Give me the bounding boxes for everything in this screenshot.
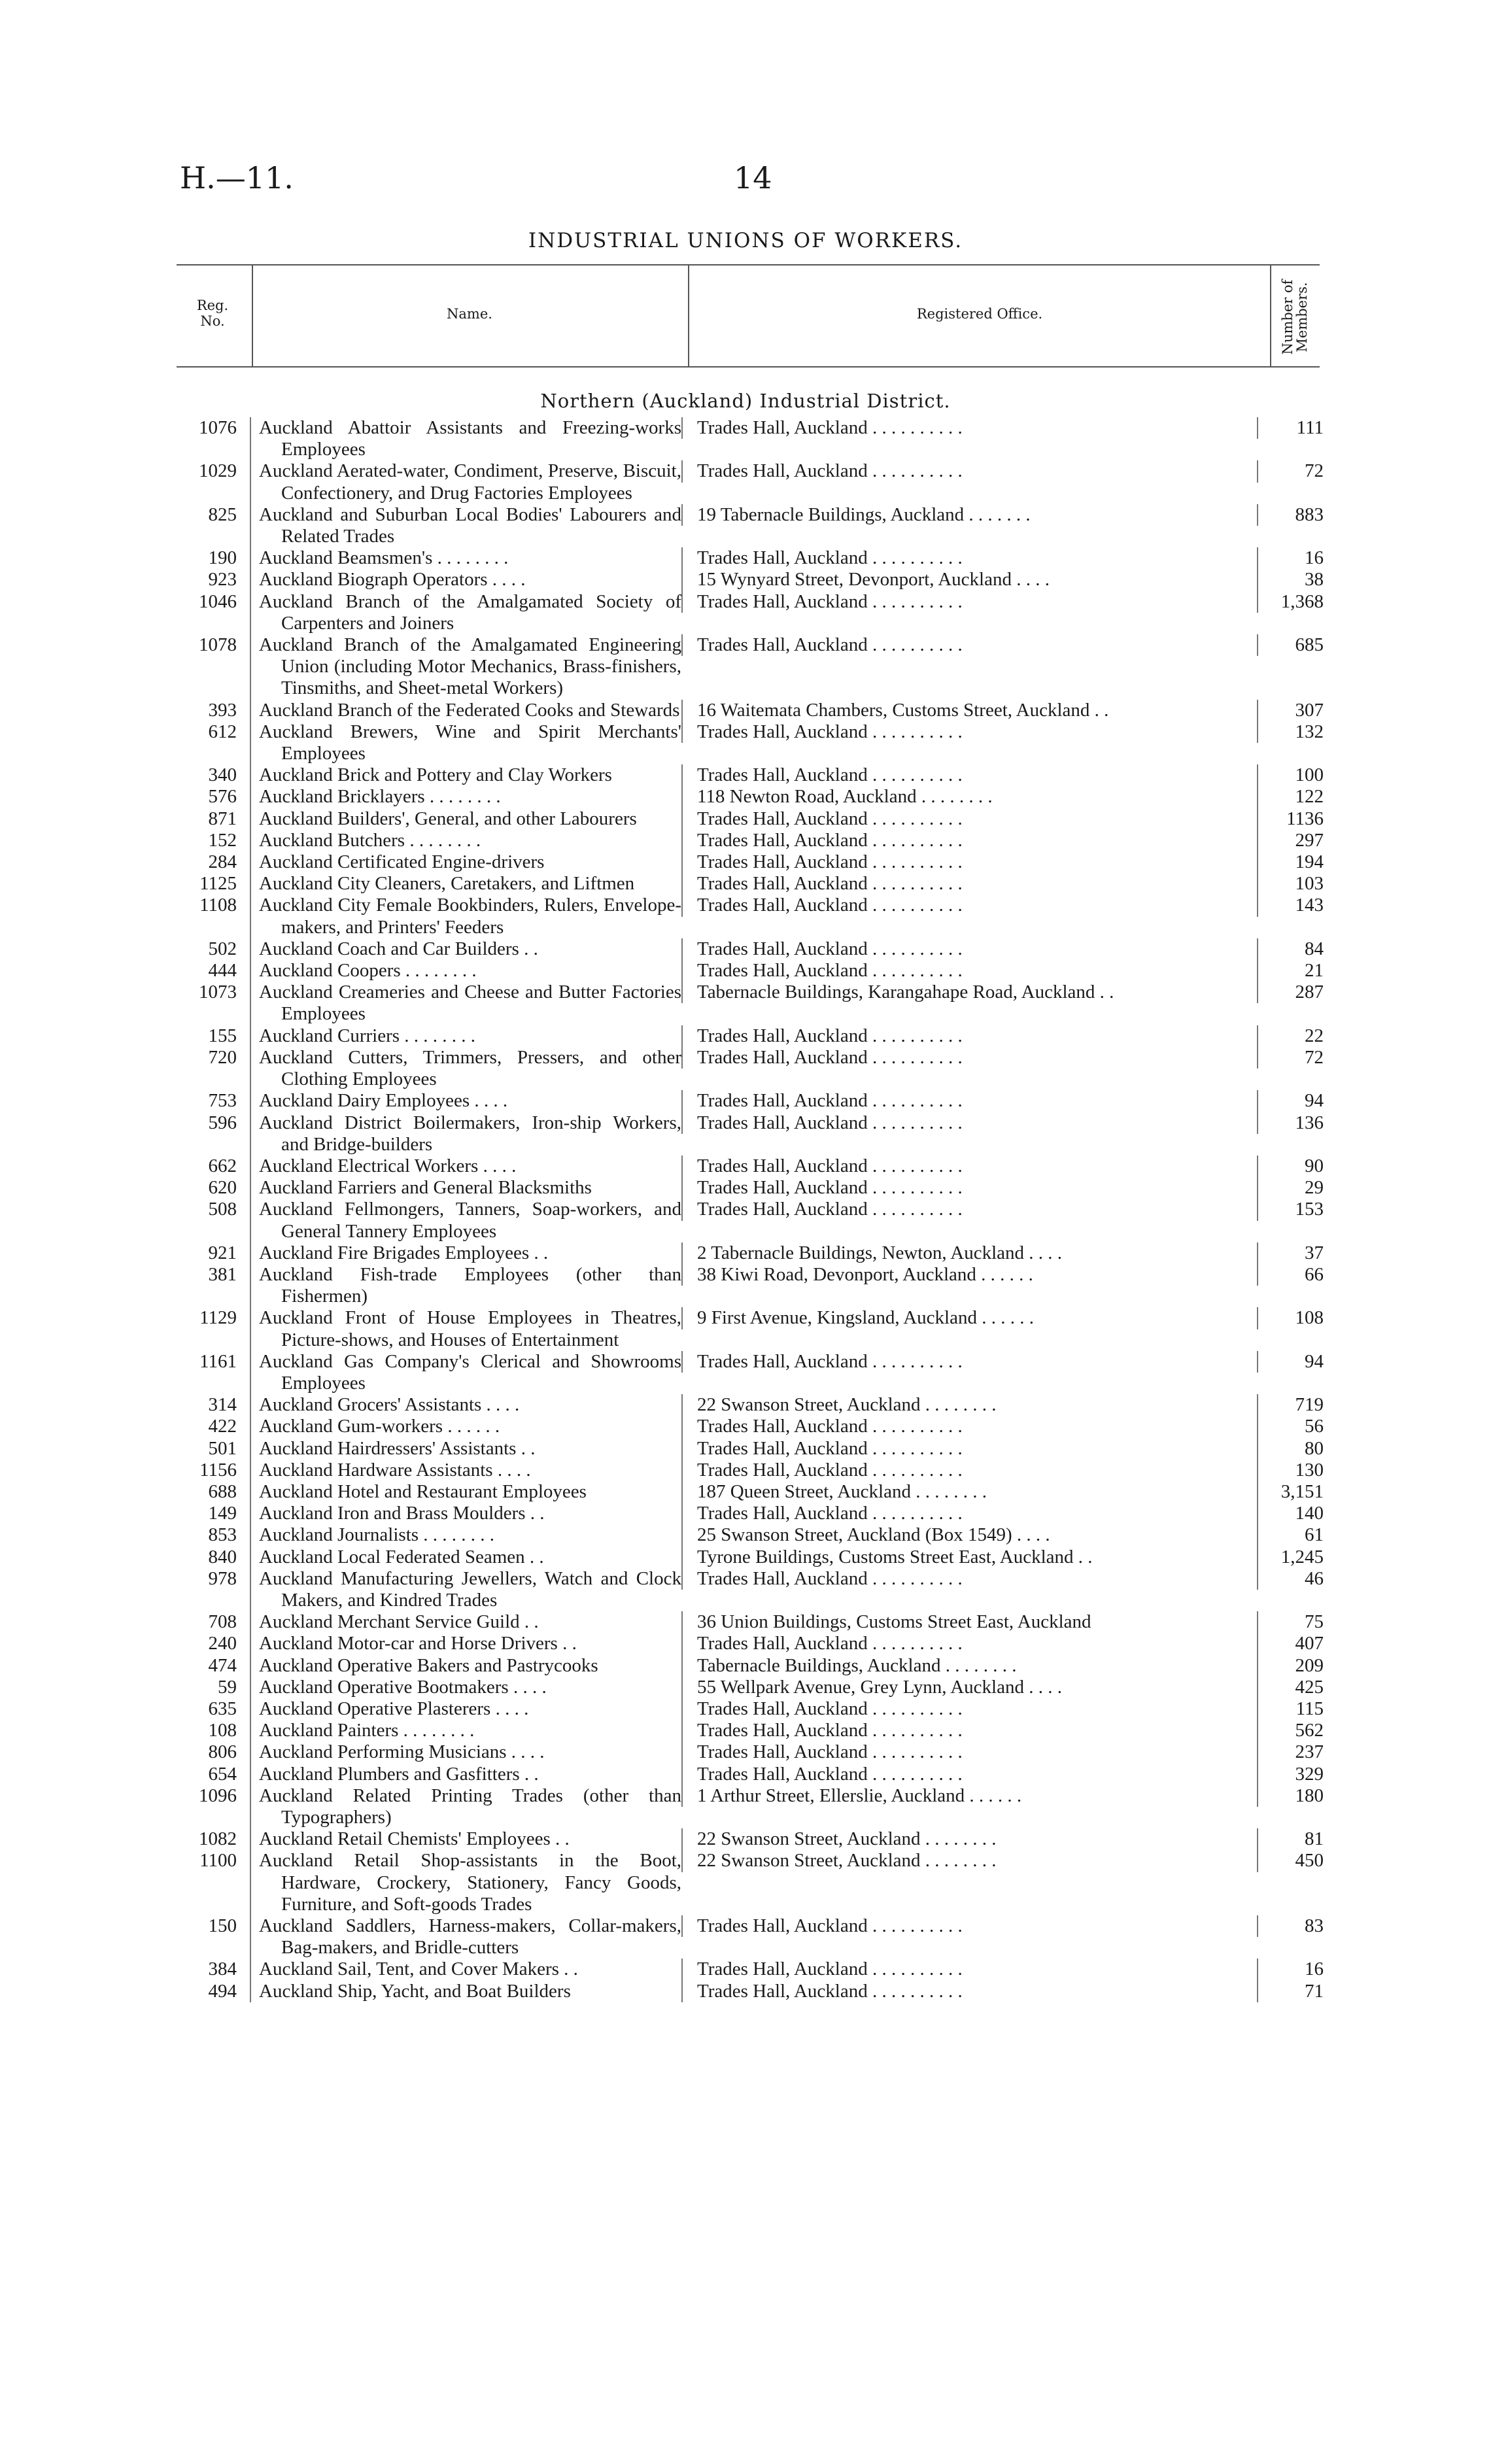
reg-number: 1082 [199, 1828, 237, 1850]
member-count: 143 [1257, 895, 1324, 916]
table-row [177, 938, 1328, 960]
table-top-rule [177, 264, 1320, 265]
table-row [177, 1025, 1328, 1047]
table-row [177, 1547, 1328, 1568]
reg-number: 444 [208, 960, 237, 982]
registered-office: Trades Hall, Auckland . . . . . . . . . . [681, 1959, 1245, 1980]
reg-number: 612 [208, 721, 237, 742]
union-name: Auckland Sail, Tent, and Cover Makers . . [250, 1959, 681, 1980]
registered-office: Trades Hall, Auckland . . . . . . . . . . [681, 960, 1245, 982]
reg-number: 1129 [199, 1307, 237, 1329]
union-name: Auckland Fish-trade Employees (other than Fishermen) [250, 1264, 681, 1307]
reg-number: 1078 [199, 634, 237, 656]
reg-number: 596 [208, 1112, 237, 1133]
table-header-rule [177, 366, 1320, 368]
union-name: Auckland Performing Musicians . . . . [250, 1741, 681, 1763]
union-name: Auckland Branch of the Federated Cooks and Stewards [250, 700, 681, 721]
member-count: 209 [1257, 1655, 1324, 1677]
registered-office: 187 Queen Street, Auckland . . . . . . . . [681, 1481, 1245, 1503]
union-name: Auckland and Suburban Local Bodies' Labourers and Related Trades [250, 504, 681, 547]
table-row [177, 721, 1328, 764]
table-row [177, 1242, 1328, 1264]
member-count: 94 [1257, 1090, 1324, 1112]
unions-table [177, 417, 1328, 2002]
member-count: 61 [1257, 1524, 1324, 1546]
registered-office: Trades Hall, Auckland . . . . . . . . . . [681, 830, 1245, 851]
header-divider [1270, 264, 1271, 366]
union-name: Auckland Hairdressers' Assistants . . [250, 1438, 681, 1460]
table-row [177, 1090, 1328, 1112]
reg-number: 1100 [199, 1850, 237, 1872]
registered-office: 55 Wellpark Avenue, Grey Lynn, Auckland . . . . [681, 1677, 1245, 1698]
table-row [177, 460, 1328, 504]
reg-number: 1125 [199, 873, 237, 895]
reg-number: 393 [208, 699, 237, 721]
reg-number: 1161 [199, 1350, 237, 1372]
member-count: 21 [1257, 960, 1324, 982]
table-row [177, 1568, 1328, 1611]
member-count: 29 [1257, 1177, 1324, 1199]
member-count: 80 [1257, 1438, 1324, 1460]
registered-office: 19 Tabernacle Buildings, Auckland . . . . . . . [681, 504, 1245, 526]
member-count: 132 [1257, 721, 1324, 743]
union-name: Auckland Front of House Employees in Theatres, Picture-shows, and Houses of Entertainment [250, 1307, 681, 1350]
member-count: 180 [1257, 1785, 1324, 1807]
union-name: Auckland Hotel and Restaurant Employees [250, 1481, 681, 1503]
member-count: 153 [1257, 1199, 1324, 1220]
reg-number: 340 [208, 764, 237, 786]
table-row [177, 1959, 1328, 1980]
table-row [177, 1720, 1328, 1741]
column-header-name: Name. [447, 306, 492, 322]
registered-office: Trades Hall, Auckland . . . . . . . . . . [681, 1460, 1245, 1481]
table-row [177, 1351, 1328, 1394]
registered-office: 22 Swanson Street, Auckland . . . . . . . . [681, 1828, 1245, 1850]
member-count: 287 [1257, 982, 1324, 1003]
table-row [177, 895, 1328, 938]
reg-number: 923 [208, 569, 237, 590]
header-divider [688, 264, 689, 366]
table-row [177, 1047, 1328, 1090]
member-count: 108 [1257, 1307, 1324, 1329]
registered-office: 25 Swanson Street, Auckland (Box 1549) . . . . [681, 1524, 1245, 1546]
table-row [177, 1698, 1328, 1720]
union-name: Auckland Coopers . . . . . . . . [250, 960, 681, 982]
union-name: Auckland Certificated Engine-drivers [250, 851, 681, 873]
reg-number: 284 [208, 851, 237, 873]
registered-office: Trades Hall, Auckland . . . . . . . . . . [681, 1351, 1245, 1373]
reg-number: 150 [208, 1915, 237, 1937]
table-row [177, 1981, 1328, 2002]
member-count: 115 [1257, 1698, 1324, 1720]
union-name: Auckland City Female Bookbinders, Rulers, Envelope-makers, and Printers' Feeders [250, 895, 681, 938]
member-count: 94 [1257, 1351, 1324, 1373]
member-count: 407 [1257, 1633, 1324, 1654]
table-row [177, 1741, 1328, 1763]
member-count: 72 [1257, 1047, 1324, 1069]
registered-office: 16 Waitemata Chambers, Customs Street, Auckland . . [681, 700, 1245, 721]
member-count: 100 [1257, 764, 1324, 786]
reg-number: 853 [208, 1524, 237, 1546]
member-count: 3,151 [1257, 1481, 1324, 1503]
registered-office: 38 Kiwi Road, Devonport, Auckland . . . . . . [681, 1264, 1245, 1286]
member-count: 90 [1257, 1155, 1324, 1177]
member-count: 56 [1257, 1416, 1324, 1437]
reg-number: 59 [218, 1676, 237, 1698]
union-name: Auckland Creameries and Cheese and Butter Factories Employees [250, 982, 681, 1025]
registered-office: Tabernacle Buildings, Karangahape Road, Auckland . . [681, 982, 1245, 1003]
member-count: 237 [1257, 1741, 1324, 1763]
reg-number: 240 [208, 1633, 237, 1654]
reg-number: 753 [208, 1090, 237, 1112]
registered-office: 1 Arthur Street, Ellerslie, Auckland . . . . . . [681, 1785, 1245, 1807]
column-header-office: Registered Office. [916, 306, 1043, 322]
member-count: 111 [1257, 417, 1324, 439]
table-row [177, 569, 1328, 590]
union-name: Auckland Brewers, Wine and Spirit Merchants' Employees [250, 721, 681, 764]
registered-office: 22 Swanson Street, Auckland . . . . . . . . [681, 1394, 1245, 1416]
reg-number: 381 [208, 1263, 237, 1285]
table-row [177, 1764, 1328, 1785]
union-name: Auckland Cutters, Trimmers, Pressers, and other Clothing Employees [250, 1047, 681, 1090]
member-count: 140 [1257, 1503, 1324, 1524]
union-name: Auckland Gum-workers . . . . . . [250, 1416, 681, 1437]
district-heading: Northern (Auckland) Industrial District. [540, 390, 951, 412]
member-count: 38 [1257, 569, 1324, 590]
header-divider [252, 264, 253, 366]
table-row [177, 547, 1328, 569]
member-count: 136 [1257, 1112, 1324, 1134]
table-row [177, 591, 1328, 634]
union-name: Auckland Butchers . . . . . . . . [250, 830, 681, 851]
union-name: Auckland Fellmongers, Tanners, Soap-workers, and General Tannery Employees [250, 1199, 681, 1242]
union-name: Auckland Operative Bootmakers . . . . [250, 1677, 681, 1698]
union-name: Auckland Plumbers and Gasfitters . . [250, 1764, 681, 1785]
registered-office: Trades Hall, Auckland . . . . . . . . . . [681, 1416, 1245, 1437]
table-row [177, 830, 1328, 851]
column-header-reg: Reg. No. [196, 298, 229, 329]
union-name: Auckland Manufacturing Jewellers, Watch and Clock Makers, and Kindred Trades [250, 1568, 681, 1611]
registered-office: Tabernacle Buildings, Auckland . . . . . . . . [681, 1655, 1245, 1677]
table-row [177, 417, 1328, 460]
registered-office: Trades Hall, Auckland . . . . . . . . . . [681, 1915, 1245, 1937]
union-name: Auckland Bricklayers . . . . . . . . [250, 786, 681, 808]
reg-number: 921 [208, 1242, 237, 1263]
table-row [177, 873, 1328, 895]
union-name: Auckland Local Federated Seamen . . [250, 1547, 681, 1568]
table-row [177, 1677, 1328, 1698]
reg-number: 108 [208, 1720, 237, 1741]
table-row [177, 700, 1328, 721]
registered-office: Trades Hall, Auckland . . . . . . . . . . [681, 1199, 1245, 1220]
registered-office: Trades Hall, Auckland . . . . . . . . . . [681, 851, 1245, 873]
reg-number: 825 [208, 504, 237, 525]
page-title: INDUSTRIAL UNIONS OF WORKERS. [528, 229, 963, 252]
registered-office: Trades Hall, Auckland . . . . . . . . . . [681, 547, 1245, 569]
reg-number: 688 [208, 1480, 237, 1502]
table-row [177, 1828, 1328, 1850]
union-name: Auckland Related Printing Trades (other than Typographers) [250, 1785, 681, 1828]
member-count: 329 [1257, 1764, 1324, 1785]
reg-number: 1076 [199, 417, 237, 438]
reg-number: 1046 [199, 590, 237, 612]
registered-office: 22 Swanson Street, Auckland . . . . . . . . [681, 1850, 1245, 1872]
union-name: Auckland Operative Bakers and Pastrycooks [250, 1655, 681, 1677]
registered-office: Trades Hall, Auckland . . . . . . . . . . [681, 1633, 1245, 1654]
reg-number: 806 [208, 1741, 237, 1763]
registered-office: Trades Hall, Auckland . . . . . . . . . . [681, 1112, 1245, 1134]
registered-office: Trades Hall, Auckland . . . . . . . . . . [681, 1568, 1245, 1590]
registered-office: Trades Hall, Auckland . . . . . . . . . . [681, 1981, 1245, 2002]
union-name: Auckland Merchant Service Guild . . [250, 1611, 681, 1633]
registered-office: Trades Hall, Auckland . . . . . . . . . . [681, 1177, 1245, 1199]
registered-office: Trades Hall, Auckland . . . . . . . . . . [681, 721, 1245, 743]
reg-number: 494 [208, 1980, 237, 2002]
union-name: Auckland Gas Company's Clerical and Showrooms Employees [250, 1351, 681, 1394]
member-count: 75 [1257, 1611, 1324, 1633]
registered-office: Tyrone Buildings, Customs Street East, Auckland . . [681, 1547, 1245, 1568]
reg-number: 152 [208, 829, 237, 851]
member-count: 71 [1257, 1981, 1324, 2002]
member-count: 194 [1257, 851, 1324, 873]
reg-number: 474 [208, 1654, 237, 1676]
registered-office: Trades Hall, Auckland . . . . . . . . . . [681, 1438, 1245, 1460]
table-row [177, 1416, 1328, 1437]
reg-number: 635 [208, 1698, 237, 1719]
member-count: 1,368 [1257, 591, 1324, 613]
registered-office: 2 Tabernacle Buildings, Newton, Auckland . . . . [681, 1242, 1245, 1264]
registered-office: Trades Hall, Auckland . . . . . . . . . . [681, 1090, 1245, 1112]
reg-number: 149 [208, 1503, 237, 1524]
registered-office: Trades Hall, Auckland . . . . . . . . . . [681, 1503, 1245, 1524]
reg-number: 384 [208, 1959, 237, 1980]
table-row [177, 1264, 1328, 1307]
reg-number: 314 [208, 1394, 237, 1416]
union-name: Auckland Saddlers, Harness-makers, Collar-makers, Bag-makers, and Bridle-cutters [250, 1915, 681, 1959]
table-row [177, 1915, 1328, 1959]
union-name: Auckland Electrical Workers . . . . [250, 1155, 681, 1177]
union-name: Auckland Painters . . . . . . . . [250, 1720, 681, 1741]
member-count: 66 [1257, 1264, 1324, 1286]
registered-office: Trades Hall, Auckland . . . . . . . . . . [681, 1720, 1245, 1741]
reg-number: 662 [208, 1155, 237, 1176]
table-row [177, 1438, 1328, 1460]
union-name: Auckland Builders', General, and other Labourers [250, 808, 681, 830]
table-row [177, 1655, 1328, 1677]
reg-number: 508 [208, 1199, 237, 1220]
member-count: 307 [1257, 700, 1324, 721]
registered-office: Trades Hall, Auckland . . . . . . . . . . [681, 938, 1245, 960]
registered-office: Trades Hall, Auckland . . . . . . . . . . [681, 1698, 1245, 1720]
member-count: 1,245 [1257, 1547, 1324, 1568]
registered-office: Trades Hall, Auckland . . . . . . . . . . [681, 634, 1245, 656]
member-count: 16 [1257, 547, 1324, 569]
member-count: 297 [1257, 830, 1324, 851]
reg-number: 422 [208, 1416, 237, 1437]
union-name: Auckland Ship, Yacht, and Boat Builders [250, 1981, 681, 2002]
member-count: 83 [1257, 1915, 1324, 1937]
registered-office: Trades Hall, Auckland . . . . . . . . . . [681, 1764, 1245, 1785]
registered-office: Trades Hall, Auckland . . . . . . . . . . [681, 1741, 1245, 1763]
union-name: Auckland Branch of the Amalgamated Society of Carpenters and Joiners [250, 591, 681, 634]
union-name: Auckland City Cleaners, Caretakers, and Liftmen [250, 873, 681, 895]
table-row [177, 634, 1328, 700]
table-row [177, 1112, 1328, 1155]
union-name: Auckland Journalists . . . . . . . . [250, 1524, 681, 1546]
union-name: Auckland Branch of the Amalgamated Engineering Union (including Motor Mechanics, Brass-finishers, Tinsmiths, and Sheet-metal Workers) [250, 634, 681, 700]
union-name: Auckland Aerated-water, Condiment, Preserve, Biscuit, Confectionery, and Drug Factories Employees [250, 460, 681, 504]
table-row [177, 1611, 1328, 1633]
table-row [177, 504, 1328, 547]
reg-number: 501 [208, 1437, 237, 1459]
member-count: 685 [1257, 634, 1324, 656]
reg-number: 1096 [199, 1785, 237, 1806]
table-row [177, 1460, 1328, 1481]
registered-office: Trades Hall, Auckland . . . . . . . . . . [681, 1025, 1245, 1047]
table-row [177, 1307, 1328, 1350]
table-row [177, 1503, 1328, 1524]
registered-office: 36 Union Buildings, Customs Street East, Auckland [681, 1611, 1245, 1633]
member-count: 81 [1257, 1828, 1324, 1850]
reg-number: 1073 [199, 982, 237, 1003]
union-name: Auckland Iron and Brass Moulders . . [250, 1503, 681, 1524]
reg-number: 708 [208, 1611, 237, 1633]
union-name: Auckland Operative Plasterers . . . . [250, 1698, 681, 1720]
reg-number: 1108 [199, 895, 237, 916]
union-name: Auckland District Boilermakers, Iron-ship Workers, and Bridge-builders [250, 1112, 681, 1155]
reg-number: 840 [208, 1546, 237, 1567]
union-name: Auckland Abattoir Assistants and Freezing-works Employees [250, 417, 681, 460]
registered-office: Trades Hall, Auckland . . . . . . . . . . [681, 460, 1245, 482]
member-count: 72 [1257, 460, 1324, 482]
member-count: 130 [1257, 1460, 1324, 1481]
table-row [177, 1394, 1328, 1416]
union-name: Auckland Fire Brigades Employees . . [250, 1242, 681, 1264]
member-count: 562 [1257, 1720, 1324, 1741]
registered-office: 118 Newton Road, Auckland . . . . . . . . [681, 786, 1245, 808]
member-count: 450 [1257, 1850, 1324, 1872]
member-count: 425 [1257, 1677, 1324, 1698]
union-name: Auckland Hardware Assistants . . . . [250, 1460, 681, 1481]
registered-office: Trades Hall, Auckland . . . . . . . . . . [681, 591, 1245, 613]
reg-number: 871 [208, 808, 237, 829]
registered-office: 9 First Avenue, Kingsland, Auckland . . . . . . [681, 1307, 1245, 1329]
reg-number: 978 [208, 1567, 237, 1589]
table-row [177, 1199, 1328, 1242]
table-row [177, 1785, 1328, 1828]
member-count: 22 [1257, 1025, 1324, 1047]
union-name: Auckland Farriers and General Blacksmiths [250, 1177, 681, 1199]
registered-office: Trades Hall, Auckland . . . . . . . . . . [681, 895, 1245, 916]
member-count: 16 [1257, 1959, 1324, 1980]
table-row [177, 1481, 1328, 1503]
registered-office: Trades Hall, Auckland . . . . . . . . . . [681, 764, 1245, 786]
reg-number: 155 [208, 1025, 237, 1046]
table-row [177, 1155, 1328, 1177]
union-name: Auckland Motor-car and Horse Drivers . . [250, 1633, 681, 1654]
union-name: Auckland Coach and Car Builders . . [250, 938, 681, 960]
member-count: 719 [1257, 1394, 1324, 1416]
member-count: 122 [1257, 786, 1324, 808]
parliamentary-paper-ref: H.—11. [180, 160, 294, 196]
member-count: 84 [1257, 938, 1324, 960]
union-name: Auckland Retail Chemists' Employees . . [250, 1828, 681, 1850]
registered-office: Trades Hall, Auckland . . . . . . . . . . [681, 417, 1245, 439]
page-number: 14 [734, 160, 772, 196]
reg-number: 502 [208, 938, 237, 959]
union-name: Auckland Beamsmen's . . . . . . . . [250, 547, 681, 569]
table-row [177, 982, 1328, 1025]
reg-number: 720 [208, 1046, 237, 1068]
registered-office: Trades Hall, Auckland . . . . . . . . . . [681, 1047, 1245, 1069]
reg-number: 576 [208, 786, 237, 808]
registered-office: 15 Wynyard Street, Devonport, Auckland . . . . [681, 569, 1245, 590]
table-row [177, 1524, 1328, 1546]
union-name: Auckland Brick and Pottery and Clay Workers [250, 764, 681, 786]
table-row [177, 764, 1328, 786]
union-name: Auckland Dairy Employees . . . . [250, 1090, 681, 1112]
reg-number: 1029 [199, 460, 237, 482]
member-count: 37 [1257, 1242, 1324, 1264]
column-header-members: Number of Members. [1280, 279, 1310, 355]
table-row [177, 1850, 1328, 1915]
member-count: 46 [1257, 1568, 1324, 1590]
table-row [177, 960, 1328, 982]
reg-number: 654 [208, 1763, 237, 1785]
member-count: 103 [1257, 873, 1324, 895]
member-count: 1136 [1257, 808, 1324, 830]
table-row [177, 786, 1328, 808]
registered-office: Trades Hall, Auckland . . . . . . . . . . [681, 873, 1245, 895]
union-name: Auckland Retail Shop-assistants in the Boot, Hardware, Crockery, Stationery, Fancy Goods, Furniture, and Soft-goods Trades [250, 1850, 681, 1915]
union-name: Auckland Grocers' Assistants . . . . [250, 1394, 681, 1416]
union-name: Auckland Curriers . . . . . . . . [250, 1025, 681, 1047]
table-row [177, 808, 1328, 830]
reg-number: 190 [208, 547, 237, 569]
union-name: Auckland Biograph Operators . . . . [250, 569, 681, 590]
member-count: 883 [1257, 504, 1324, 526]
reg-number: 620 [208, 1177, 237, 1199]
table-row [177, 1633, 1328, 1654]
table-row [177, 851, 1328, 873]
reg-number: 1156 [199, 1459, 237, 1480]
registered-office: Trades Hall, Auckland . . . . . . . . . . [681, 808, 1245, 830]
registered-office: Trades Hall, Auckland . . . . . . . . . . [681, 1155, 1245, 1177]
table-row [177, 1177, 1328, 1199]
